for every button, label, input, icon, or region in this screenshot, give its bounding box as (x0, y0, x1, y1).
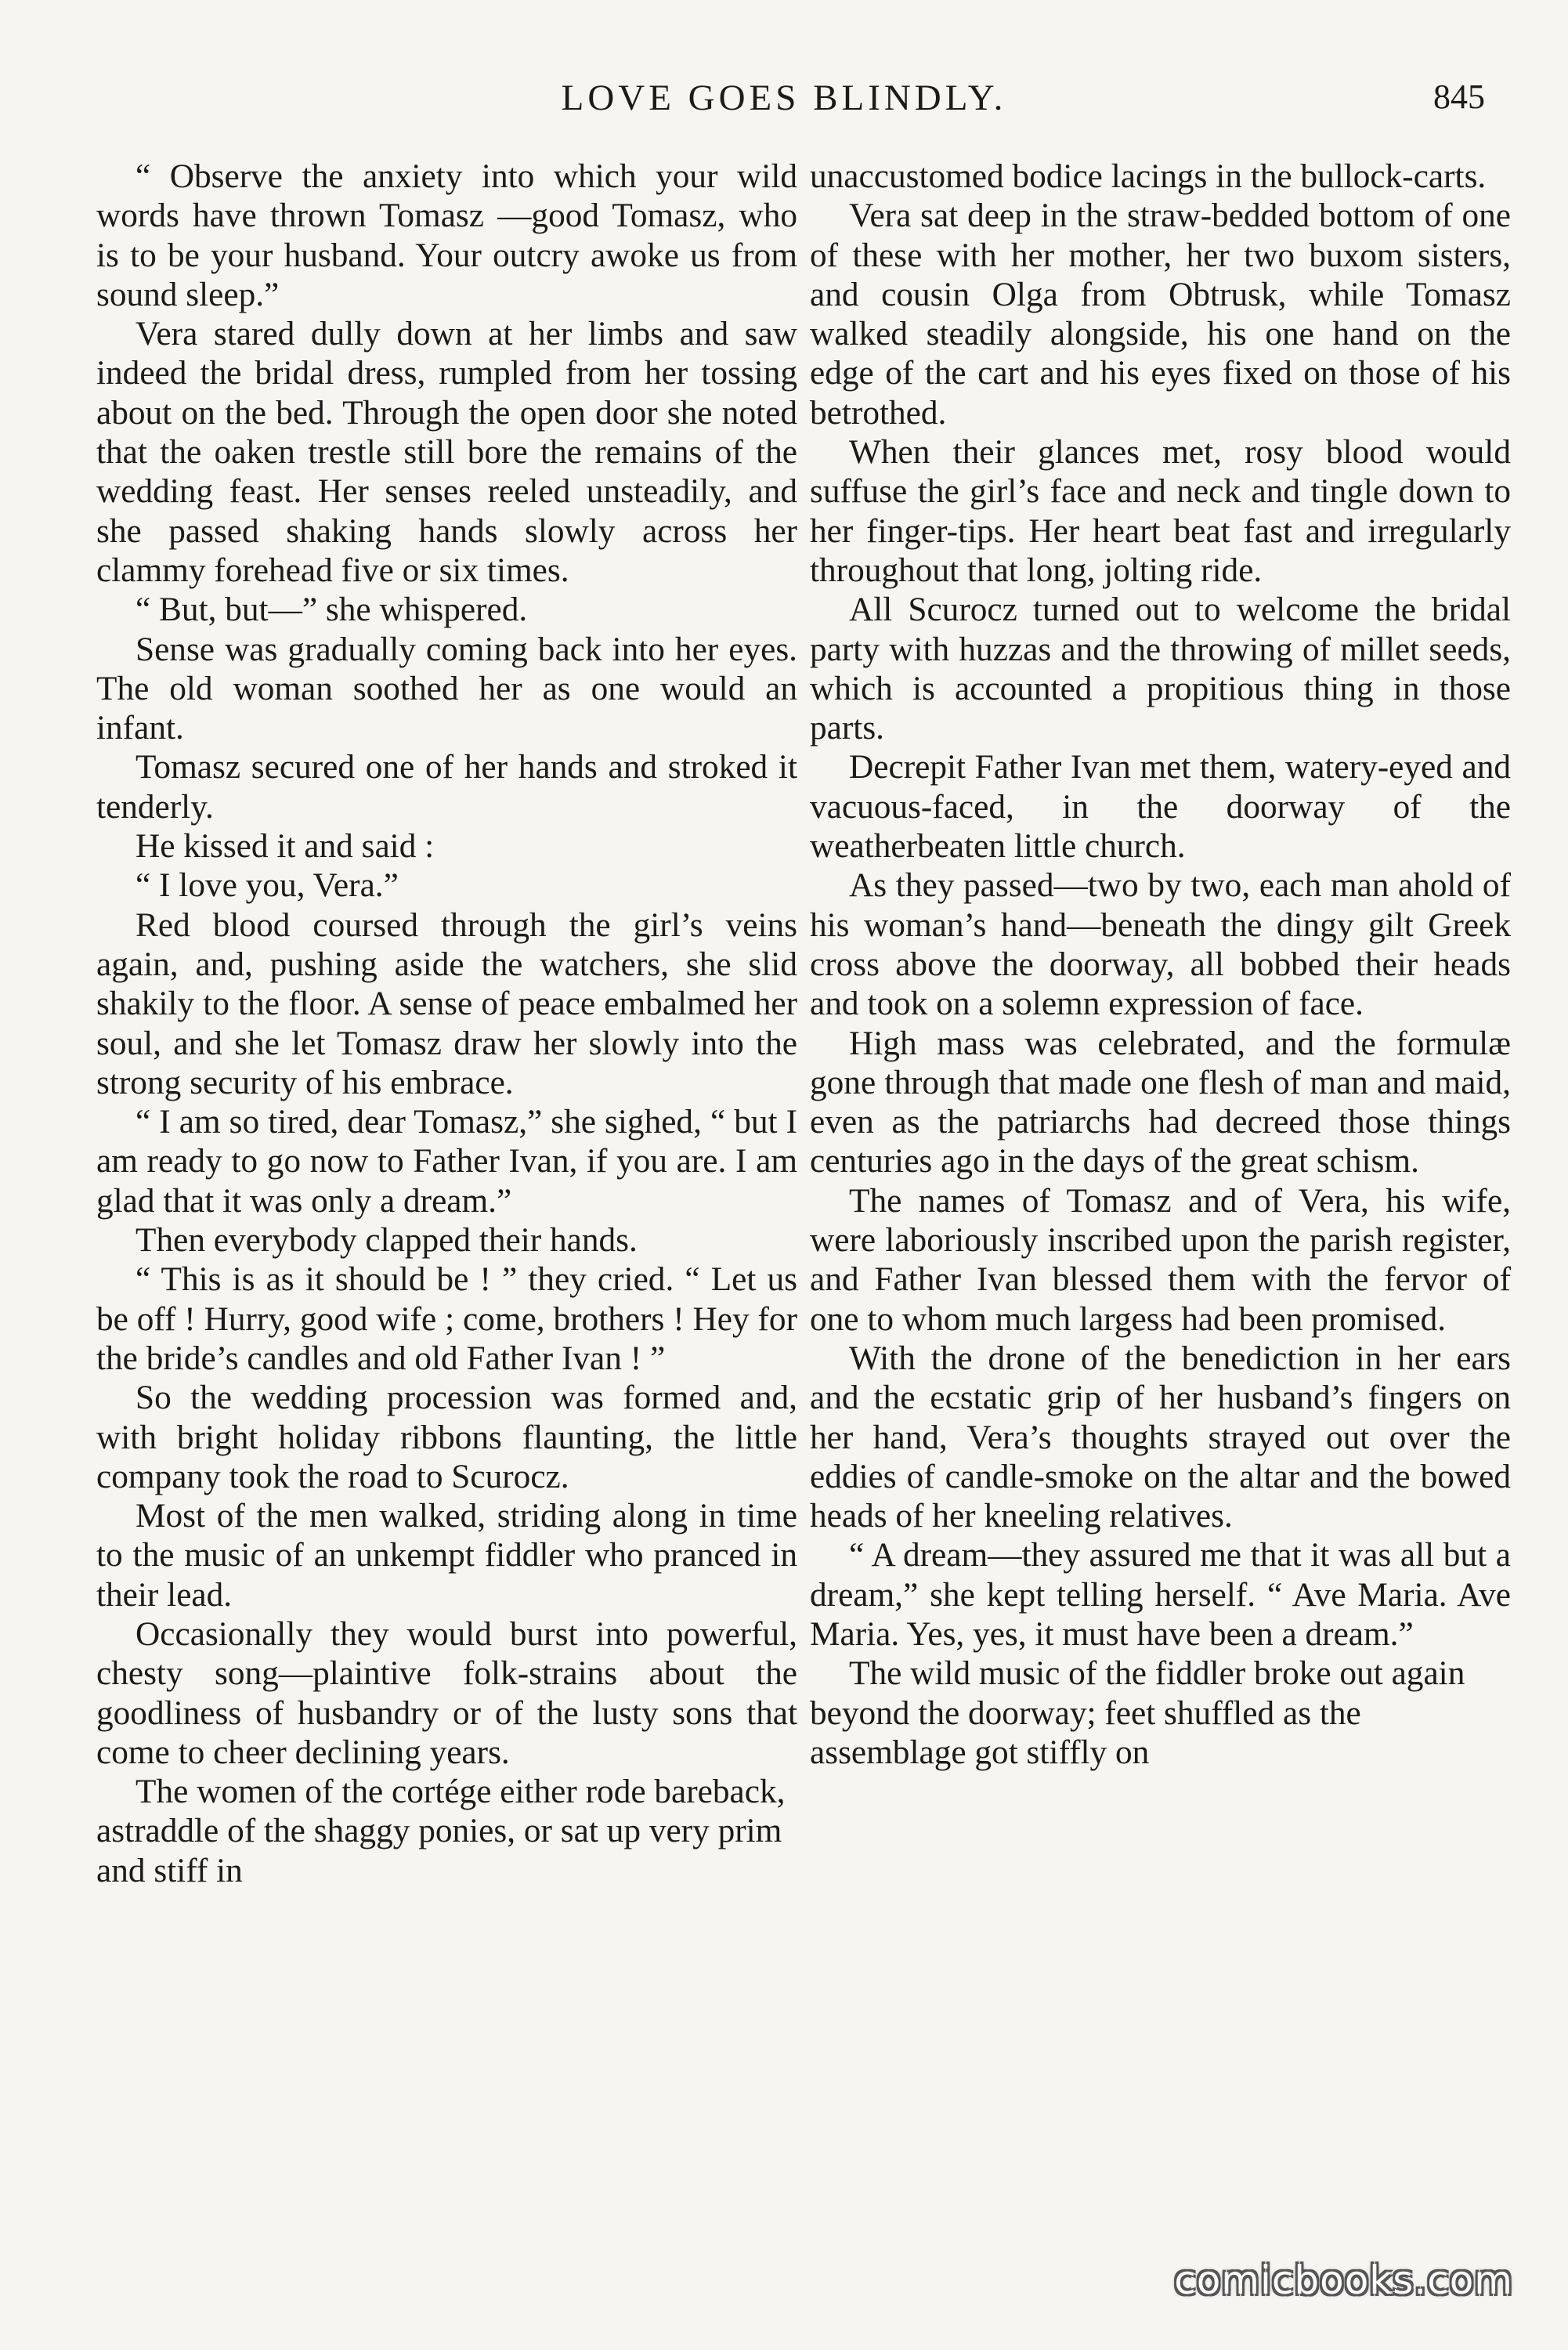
page-number: 845 (1433, 78, 1485, 116)
paragraph: Then everybody clapped their hands. (135, 1221, 638, 1260)
paragraph: “ Observe the anxiety into which your wild words have thrown Tomasz —good Tomasz, who is to be your husband. Your outcry awoke us from sound sleep.” (96, 157, 797, 313)
paragraph: Tomasz secured one of her hands and stroked it tenderly. (96, 748, 797, 826)
paragraph: So the wedding procession was formed and, with bright holiday ribbons flaunting, the little company took the road to Scurocz. (96, 1379, 797, 1495)
paragraph: unaccustomed bodice lacings in the bullock-carts. (810, 157, 1487, 195)
right-column (810, 157, 1511, 1772)
paragraph: Sense was gradually coming back into her eyes. The old woman soothed her as one would an infant. (96, 630, 797, 747)
page-header (0, 77, 1568, 132)
left-column (96, 157, 797, 1890)
paragraph: When their glances met, rosy blood would suffuse the girl’s face and neck and tingle down to her finger-tips. Her heart beat fast and irregularly throughout that long, jolting ride. (810, 433, 1511, 589)
watermark: comicbooks.com (1174, 2258, 1513, 2303)
paragraph: High mass was celebrated, and the formulæ gone through that made one flesh of man and maid, even as the patriarchs had decreed those things centuries ago in the days of the great schism. (810, 1024, 1511, 1180)
paragraph: “ I am so tired, dear Tomasz,” she sighed, “ but I am ready to go now to Father Ivan, if you are. I am glad that it was only a dream.” (96, 1103, 797, 1220)
paragraph: “ This is as it should be ! ” they cried. “ Let us be off ! Hurry, good wife ; come, brothers ! Hey for the bride’s candles and old Father Ivan ! ” (96, 1260, 797, 1377)
paragraph: Decrepit Father Ivan met them, watery-eyed and vacuous-faced, in the doorway of the weatherbeaten little church. (810, 748, 1511, 866)
paragraph: Vera stared dully down at her limbs and saw indeed the bridal dress, rumpled from her tossing about on the bed. Through the open door she noted that the oaken trestle still bore the remains of the wedding feast. Her senses reeled unsteadily, and she passed shaking hands slowly across her clammy forehead five or six times. (96, 315, 797, 589)
paragraph: He kissed it and said : (135, 827, 435, 866)
paragraph: Occasionally they would burst into powerful, chesty song—plaintive folk-strains about the goodliness of husbandry or of the lusty sons that come to cheer declining years. (96, 1614, 797, 1771)
paragraph: “ But, but—” she whispered. (135, 591, 528, 629)
paragraph: Red blood coursed through the girl’s veins again, and, pushing aside the watchers, she slid shakily to the floor. A sense of peace embalmed her soul, and she let Tomasz draw her slowly into the strong security of his embrace. (96, 906, 797, 1101)
running-title: LOVE GOES BLINDLY. (561, 78, 1007, 118)
paragraph: Most of the men walked, striding along in time to the music of an unkempt fiddler who pranced in their lead. (96, 1497, 797, 1614)
paragraph: Vera sat deep in the straw-bedded bottom of one of these with her mother, her two buxom sisters, and cousin Olga from Obtrusk, while Tomasz walked steadily alongside, his one hand on the edge of the cart and his eyes fixed on those of his betrothed. (810, 197, 1511, 432)
paragraph: The names of Tomasz and of Vera, his wife, were laboriously inscribed upon the parish register, and Father Ivan blessed them with the fervor of one to whom much largess had been promised. (810, 1181, 1511, 1338)
paragraph: With the drone of the benediction in her ears and the ecstatic grip of her husband’s fingers on her hand, Vera’s thoughts strayed out over the eddies of candle-smoke on the altar and the bowed heads of her kneeling relatives. (810, 1339, 1511, 1535)
paragraph: The wild music of the fiddler broke out again beyond the doorway; feet shuffled as the assemblage got stiffly on (810, 1654, 1465, 1771)
paragraph: “ I love you, Vera.” (135, 866, 399, 905)
paragraph: The women of the cortége either rode bareback, astraddle of the shaggy ponies, or sat up very prim and stiff in (96, 1773, 786, 1889)
paragraph: As they passed—two by two, each man ahold of his woman’s hand—beneath the dingy gilt Greek cross above the doorway, all bobbed their heads and took on a solemn expression of face. (810, 866, 1511, 1023)
paragraph: “ A dream—they assured me that it was all but a dream,” she kept telling herself. “ Ave Maria. Ave Maria. Yes, yes, it must have been a dream.” (810, 1536, 1511, 1653)
paragraph: All Scurocz turned out to welcome the bridal party with huzzas and the throwing of millet seeds, which is accounted a propitious thing in those parts. (810, 591, 1511, 747)
